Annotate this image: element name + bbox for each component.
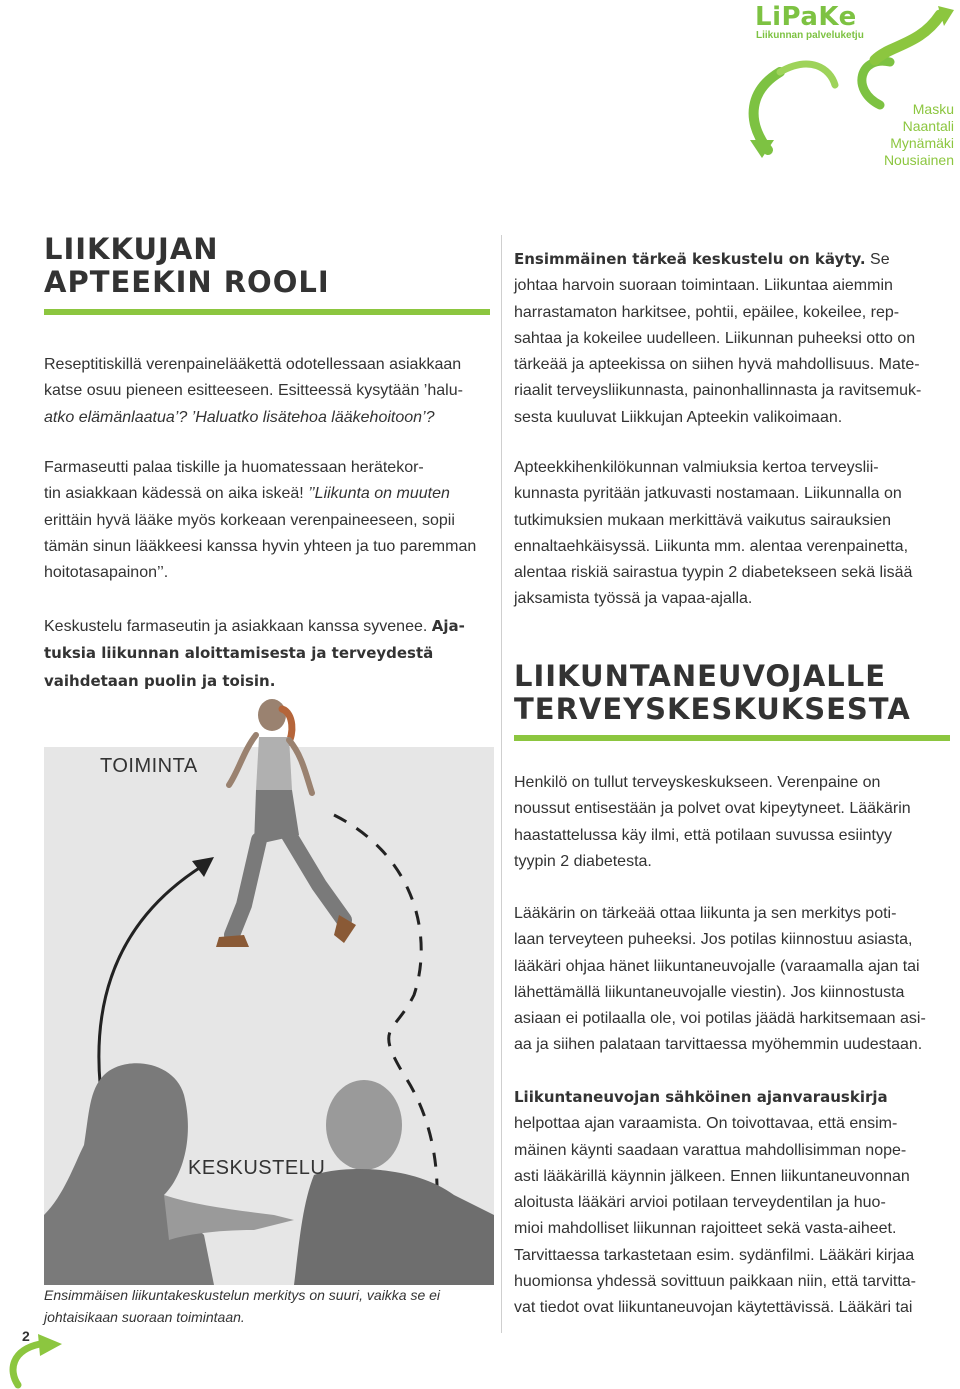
- text-line: hoitotasapainon’’.: [44, 564, 169, 582]
- text-line: kunnasta pyritään jatkuvasti nostamaan. Liikunnalla on: [514, 485, 902, 503]
- right-paragraph-1: [514, 246, 954, 431]
- text-line: sahtaa ja kokeilee uudelleen. Liikunnan puheeksi otto on: [514, 329, 916, 347]
- text-line: mioi mahdolliset liikunnan rajoitteet sekä vasta-aiheet.: [514, 1220, 897, 1238]
- right-paragraph-4: [514, 901, 954, 1059]
- town-item: Mynämäki: [890, 135, 954, 151]
- left-heading: [44, 233, 494, 299]
- text-line: haastattelussa käy ilmi, että potilaan suvussa esiintyy: [514, 826, 892, 844]
- illustration-label-action: TOIMINTA: [100, 755, 198, 777]
- text-line: sesta kuuluvat Liikkujan Apteekin valikoimaan.: [514, 408, 843, 426]
- text-line: katse osuu pieneen esitteeseen. Esitteessä kysytään ’halu-: [44, 382, 463, 400]
- text-line: johtaa harvoin suoraan toimintaan. Liikuntaa aiemmin: [514, 277, 893, 295]
- text-line: helpottaa ajan varaamista. On toivottavaa, että ensim-: [514, 1115, 898, 1133]
- right-paragraph-5: [514, 1084, 954, 1322]
- text-line: riaalit terveysliikunnasta, painonhallinnasta ja ravitsemuk-: [514, 382, 922, 400]
- column-divider: [501, 235, 502, 1333]
- text-line: asiaan ei potilaalla ole, voi potilas jäädä harkitsemaan asi-: [514, 1010, 926, 1028]
- town-item: Masku: [912, 101, 954, 117]
- caption-line: johtaisikaan suoraan toimintaan.: [44, 1309, 245, 1325]
- text-line: tärkeää ja apteekissa on siihen hyvä mahdollisuus. Mate-: [514, 356, 920, 374]
- logo-title: LiPaKe: [755, 2, 857, 32]
- text-line: tin asiakkaan kädessä on aika iskeä! ’’Liikunta on muuten: [44, 485, 450, 503]
- text-line: jaksamista työssä ja vapaa-ajalla.: [514, 590, 753, 608]
- text-line: tämän sinun lääkkeesi kanssa hyvin yhteen ja tuo paremman: [44, 537, 477, 555]
- text-line: aa ja siihen palataan tarvittaessa myöhemmin uudestaan.: [514, 1036, 923, 1054]
- text-line: Lääkärin on tärkeää ottaa liikunta ja sen merkitys poti-: [514, 905, 897, 922]
- left-paragraph-3: [44, 613, 494, 695]
- text-line: harrastamaton harkitsee, pohtii, epäilee, kokeilee, rep-: [514, 303, 900, 321]
- text-line: asti lääkärillä käynnin jälkeen. Ennen liikuntaneuvonnan: [514, 1167, 910, 1185]
- text-line: Ensimmäinen tärkeä keskustelu on käyty. Se: [514, 250, 890, 268]
- text-line: noussut entisestään ja polvet ovat kipeytyneet. Lääkärin: [514, 800, 911, 818]
- text-line: erittäin hyvä lääke myös korkeaan verenpaineeseen, sopii: [44, 511, 455, 529]
- text-line: tuksia liikunnan aloittamisesta ja terveydestä: [44, 644, 434, 663]
- text-line: Henkilö on tullut terveyskeskukseen. Verenpaine on: [514, 774, 881, 791]
- text-line: laan terveyteen puheeksi. Jos potilas kiinnostuu asiasta,: [514, 931, 913, 949]
- text-line: atko elämänlaatua’? ’Haluatko lisätehoa lääkehoitoon’?: [44, 408, 435, 426]
- heading-line: APTEEKIN ROOLI: [44, 265, 330, 299]
- text-line: vat tiedot ovat liikuntaneuvojan käytettävissä. Lääkäri tai: [514, 1299, 913, 1317]
- heading-line: LIIKKUJAN: [44, 232, 219, 266]
- text-line: vaihdetaan puolin ja toisin.: [44, 671, 276, 690]
- town-item: Nousiainen: [883, 152, 954, 168]
- town-item: Naantali: [902, 118, 954, 134]
- text-line: tutkimuksien mukaan merkittävä vaikutus sairauksien: [514, 511, 892, 529]
- conversation-to-action-illustration: [44, 695, 494, 1285]
- text-line: lähettämällä liikuntaneuvojalle viestin). Jos kiinnostusta: [514, 983, 905, 1001]
- caption-line: Ensimmäisen liikuntakeskustelun merkitys on suuri, vaikka se ei: [44, 1287, 441, 1303]
- illustration-label-conversation: KESKUSTELU: [188, 1157, 326, 1179]
- text-line: Keskustelu farmaseutin ja asiakkaan kanssa syvenee. Aja-: [44, 617, 465, 635]
- logo-subtitle: Liikunnan palveluketju: [756, 30, 864, 41]
- left-paragraph-2: [44, 455, 494, 586]
- text-line: Apteekkihenkilökunnan valmiuksia kertoa terveyslii-: [514, 459, 879, 476]
- text-line: Liikuntaneuvojan sähköinen ajanvarauskirja: [514, 1088, 888, 1106]
- right-heading: [514, 660, 954, 726]
- town-list: [884, 101, 954, 169]
- heading-rule: [514, 735, 950, 741]
- heading-rule: [44, 309, 490, 315]
- text-line: mäinen käynti saadaan varattua mahdollisimman nope-: [514, 1141, 907, 1159]
- heading-line: TERVEYSKESKUKSESTA: [514, 692, 911, 726]
- text-line: ennaltaehkäisyssä. Liikunta mm. alentaa verenpainetta,: [514, 537, 909, 555]
- corner-arrow-icon: [0, 1330, 90, 1389]
- page-number: 2: [22, 1328, 30, 1344]
- text-line: Tarvittaessa tarkastetaan esim. sydänfilmi. Lääkäri kirjaa: [514, 1246, 915, 1264]
- text-line: huomionsa yhdessä sovittuun paikkaan niin, että tarvitta-: [514, 1273, 917, 1291]
- text-line: tyypin 2 diabetesta.: [514, 852, 652, 870]
- text-line: Farmaseutti palaa tiskille ja huomatessaan herätekor-: [44, 459, 424, 476]
- right-paragraph-2: [514, 455, 954, 613]
- text-line: aloitusta lääkäri arvioi potilaan terveydentilan ja huo-: [514, 1194, 886, 1212]
- text-line: lääkäri ohjaa hänet liikuntaneuvojalle (varaamalla ajan tai: [514, 957, 920, 975]
- right-paragraph-3: [514, 770, 954, 875]
- heading-line: LIIKUNTANEUVOJALLE: [514, 659, 887, 693]
- text-line: alentaa riskiä sairastua tyypin 2 diabetekseen sekä lisää: [514, 564, 913, 582]
- text-line: Reseptitiskillä verenpainelääkettä odotellessaan asiakkaan: [44, 356, 462, 373]
- illustration-caption: [44, 1284, 494, 1328]
- left-paragraph-1: [44, 352, 494, 431]
